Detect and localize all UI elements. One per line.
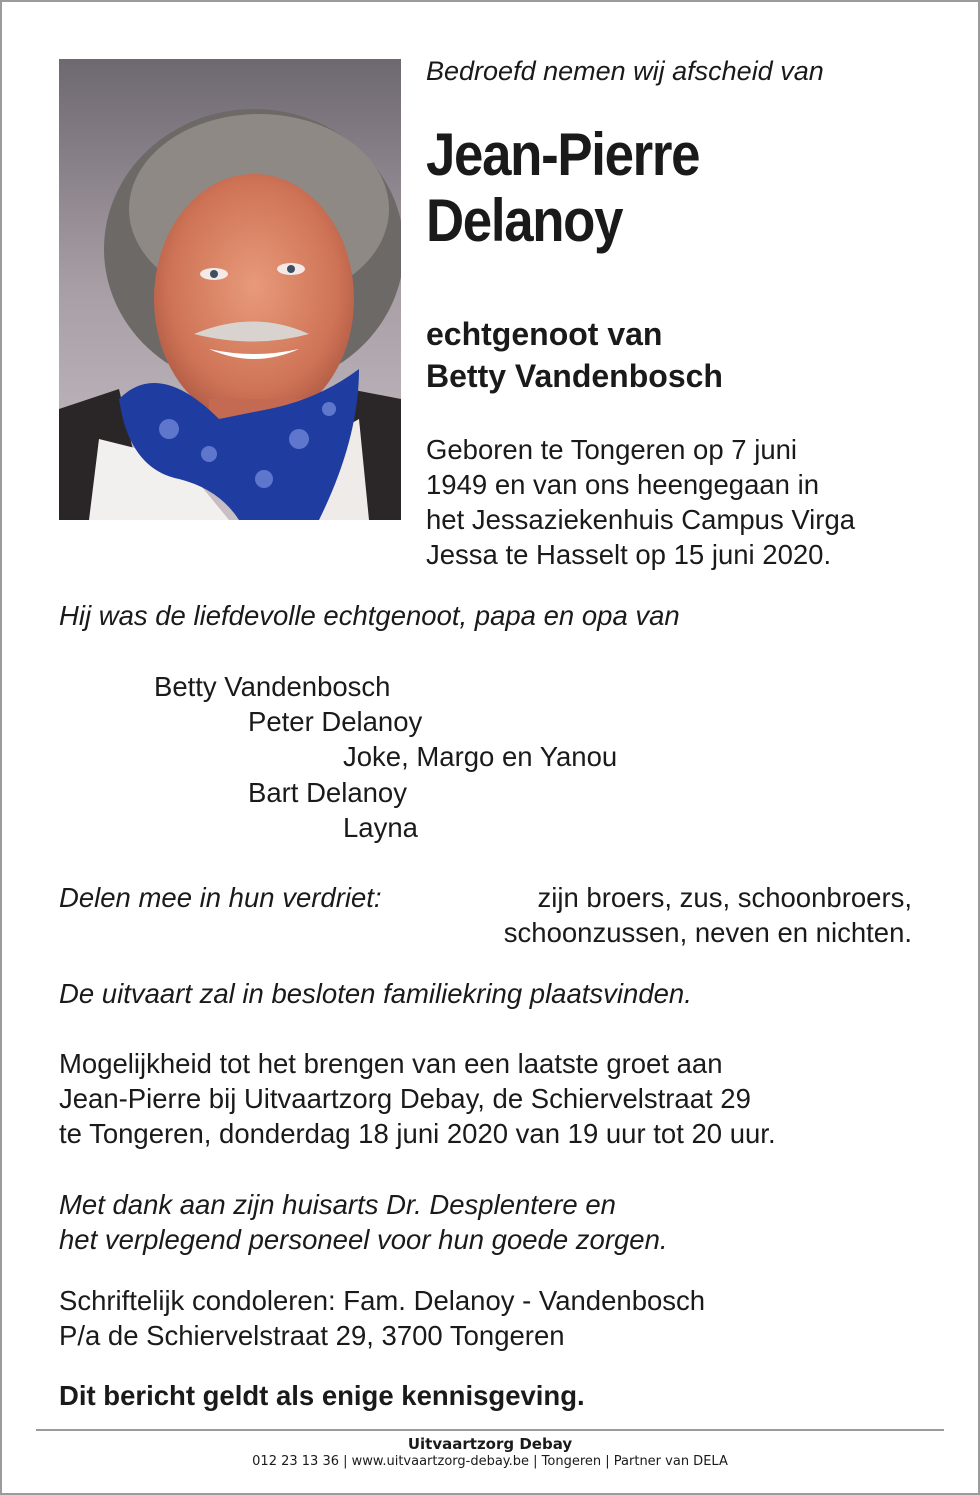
first-name: Jean-Pierre: [426, 121, 700, 188]
birth-death-text: [426, 432, 936, 572]
spouse-block: [426, 313, 723, 397]
visit-text: [59, 1046, 776, 1151]
family-member: Bart Delanoy: [248, 777, 407, 808]
condolence-text: [59, 1283, 705, 1353]
visit-line: te Tongeren, donderdag 18 juni 2020 van 19 uur tot 20 uur.: [59, 1118, 776, 1149]
thanks-line: het verplegend personeel voor hun goede zorgen.: [59, 1224, 668, 1255]
intro-text: Bedroefd nemen wij afscheid van: [426, 56, 824, 86]
birth-line: Geboren te Tongeren op 7 juni: [426, 434, 798, 465]
birth-line: 1949 en van ons heengegaan in: [426, 469, 819, 500]
funeral-home-name: Uitvaartzorg Debay: [407, 1435, 573, 1453]
funeral-text: De uitvaart zal in besloten familiekring plaatsvinden.: [59, 978, 692, 1009]
spouse-name: Betty Vandenbosch: [426, 358, 723, 394]
family-member: Joke, Margo en Yanou: [343, 741, 618, 772]
footer-divider: [36, 1429, 944, 1431]
thanks-text: [59, 1187, 668, 1257]
last-name: Delanoy: [426, 187, 623, 254]
deceased-name: [426, 122, 699, 254]
final-notice: Dit bericht geldt als enige kennisgeving.: [59, 1380, 585, 1411]
share-line: zijn broers, zus, schoonbroers,: [537, 882, 912, 913]
family-member: Betty Vandenbosch: [154, 671, 391, 702]
condolence-line: P/a de Schiervelstraat 29, 3700 Tongeren: [59, 1320, 565, 1351]
birth-line: het Jessaziekenhuis Campus Virga: [426, 504, 856, 535]
share-relatives: [504, 880, 912, 950]
visit-line: Mogelijkheid tot het brengen van een laatste groet aan: [59, 1048, 723, 1079]
thanks-line: Met dank aan zijn huisarts Dr. Desplentere en: [59, 1189, 616, 1220]
share-line: schoonzussen, neven en nichten.: [503, 917, 912, 948]
portrait-photo: [59, 59, 401, 520]
spouse-label: echtgenoot van: [426, 316, 663, 352]
share-label: Delen mee in hun verdriet:: [59, 882, 382, 913]
condolence-line: Schriftelijk condoleren: Fam. Delanoy - Vandenbosch: [59, 1285, 706, 1316]
family-member: Layna: [343, 812, 418, 843]
birth-line: Jessa te Hasselt op 15 juni 2020.: [426, 539, 832, 570]
visit-line: Jean-Pierre bij Uitvaartzorg Debay, de Schiervelstraat 29: [59, 1083, 751, 1114]
funeral-home-contact: 012 23 13 36 | www.uitvaartzorg-debay.be | Tongeren | Partner van DELA: [252, 1454, 728, 1469]
relatives-intro: Hij was de liefdevolle echtgenoot, papa en opa van: [59, 600, 680, 631]
family-member: Peter Delanoy: [248, 706, 423, 737]
